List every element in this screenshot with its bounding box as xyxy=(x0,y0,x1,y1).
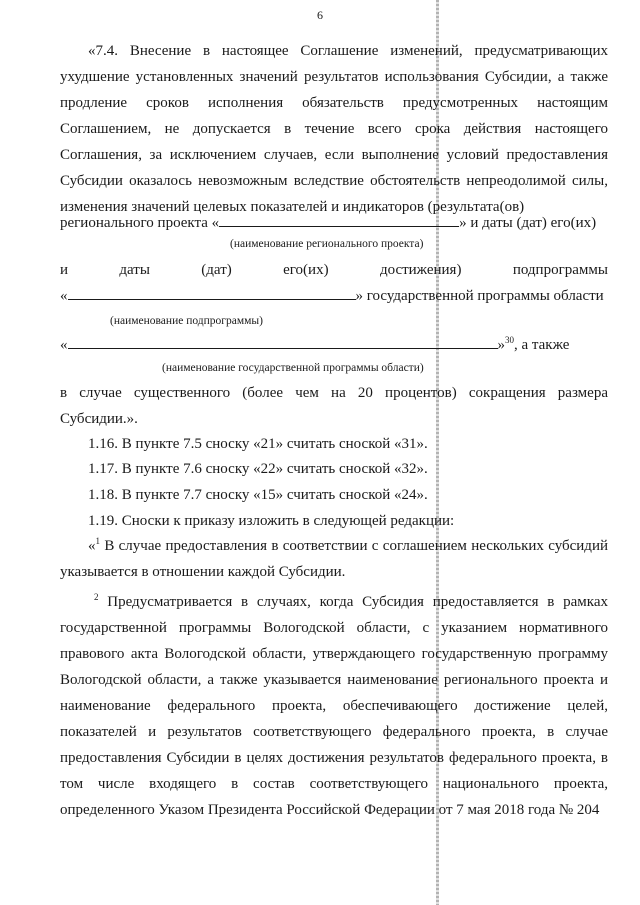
regional-project-prefix: регионального проекта « xyxy=(60,215,220,231)
item-1-18: 1.18. В пункте 7.7 сноску «15» считать сноской «24». xyxy=(88,487,428,503)
footnote-2-mark: 2 xyxy=(94,592,99,602)
regional-project-line xyxy=(60,213,608,233)
regional-project-caption: (наименование регионального проекта) xyxy=(230,238,424,250)
state-program-suffix: » xyxy=(497,337,505,353)
word-dat: (дат) xyxy=(201,262,232,278)
footnote-2 xyxy=(60,589,608,823)
achievement-words-line xyxy=(60,262,608,279)
page-number: 6 xyxy=(317,8,323,22)
subprogram-suffix: » государственной программы области xyxy=(355,288,604,304)
state-program-line xyxy=(60,335,608,355)
footnote-1-mark: 1 xyxy=(95,536,100,546)
state-program-blank xyxy=(68,336,498,349)
state-program-prefix: « xyxy=(60,337,68,353)
word-ego-ikh: его(их) xyxy=(283,262,329,278)
state-program-tail: , а также xyxy=(514,337,570,353)
footnote-2-text: Предусматривается в случаях, когда Субсидия предоставляется в рамках государственной программы Вологодской области, с указанием нормативного правового акта Вологодской области, утверждающего государственную программу Вологодской области, а также указывается наименование регионального проекта и наименование федерального проекта, обеспечивающего достижение целей, показателей и результатов соответствующего федерального проекта, в случае предоставления Субсидии в целях достижения результатов федерального проекта, в том числе входящего в состав соответствующего национального проекта, определенного Указом Президента Российской Федерации от 7 мая 2018 года № 204 xyxy=(60,594,608,818)
item-1-17: 1.17. В пункте 7.6 сноску «22» считать сноской «32». xyxy=(88,461,428,477)
subprogram-line xyxy=(60,286,608,306)
footnote-1 xyxy=(60,533,608,585)
word-dostizheniya: достижения) xyxy=(379,262,462,278)
regional-project-blank xyxy=(219,214,459,227)
word-i: и xyxy=(60,262,69,278)
state-program-caption: (наименование государственной программы области) xyxy=(162,362,424,374)
clause-7-4-ending: в случае существенного (более чем на 20 процентов) сокращения размера Субсидии.». xyxy=(60,385,608,427)
item-1-16: 1.16. В пункте 7.5 сноску «21» считать сноской «31». xyxy=(88,436,428,452)
regional-project-suffix: » и даты (дат) его(их) xyxy=(459,215,597,231)
word-podprogrammy: подпрограммы xyxy=(512,262,608,278)
subprogram-caption: (наименование подпрограммы) xyxy=(110,315,263,327)
word-daty: даты xyxy=(119,262,150,278)
subprogram-blank xyxy=(68,287,356,300)
subprogram-prefix: « xyxy=(60,288,68,304)
footnote-marker-30: 30 xyxy=(505,335,514,345)
footnote-1-prefix: « xyxy=(88,538,96,554)
item-1-19: 1.19. Сноски к приказу изложить в следующей редакции: xyxy=(88,513,455,529)
clause-7-4-text: «7.4. Внесение в настоящее Соглашение изменений, предусматривающих ухудшение установленных значений результатов использования Субсидии, а также продление сроков исполнения обязательств предусмотренных настоящим Соглашением, не допускается в течение всего срока действия настоящего Соглашения, за исключением случаев, если выполнение условий предоставления Субсидии оказалось невозможным вследствие обстоятельств непреодолимой силы, изменения значений целевых показателей и индикаторов (результата(ов) xyxy=(60,43,608,215)
footnote-1-text: В случае предоставления в соответствии с соглашением нескольких субсидий указывается в отношении каждой Субсидии. xyxy=(60,538,608,580)
